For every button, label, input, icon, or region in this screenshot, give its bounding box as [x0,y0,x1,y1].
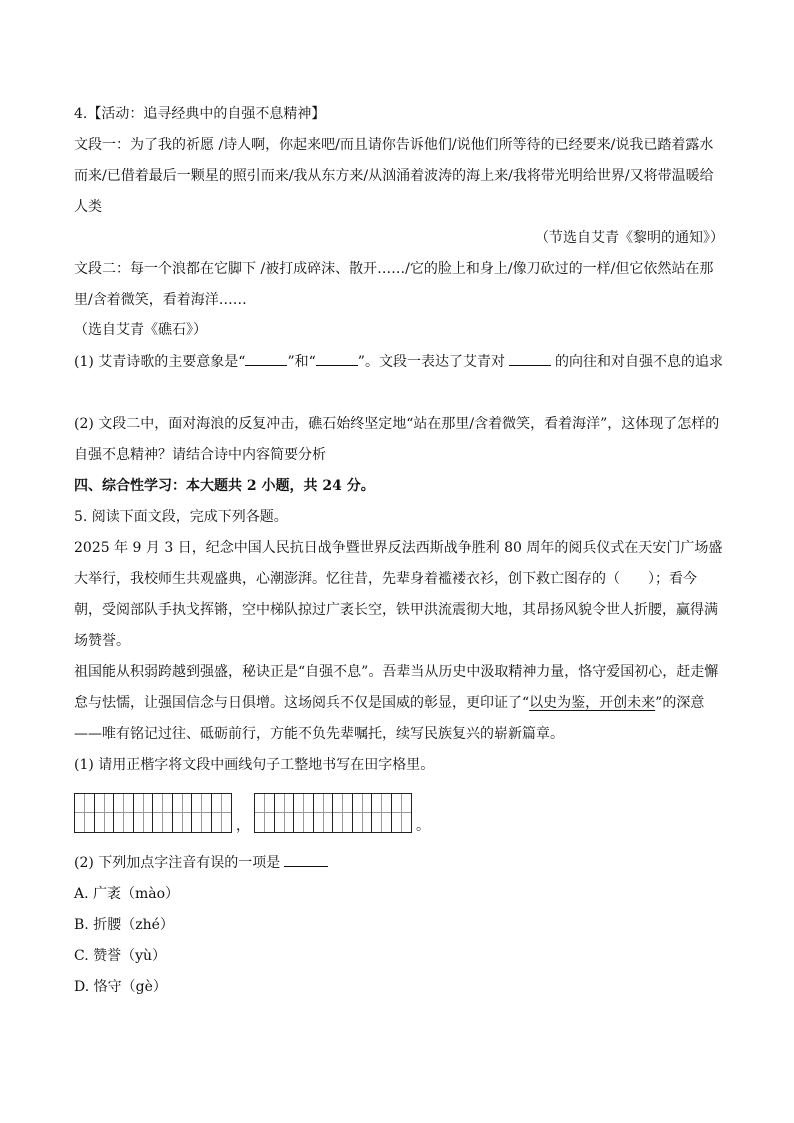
q4-sub1-text-b: ”和“ [287,354,316,370]
answer-blank-4[interactable] [284,849,328,867]
grid-cell[interactable] [75,794,95,832]
grid-cell[interactable] [212,794,232,832]
underlined-sentence: 以史为鉴，开创未来 [529,695,656,711]
q4-passage-1: 文段一：为了我的祈愿 /诗人啊，你起来吧/而且请你告诉他们/说他们所等待的已经要来/说我已踏着露水而来/已借着最后一颗星的照引而来/我从东方来/从汹涌着波涛的海上来/我将带光明给世界/又将带温暖给人类 [74,137,714,215]
q5-para2-text-b: ”的深意——唯有铭记过往、砥砺前行，方能不负先辈嘱托，续写民族复兴的崭新篇章。 [74,695,705,742]
q5-sub2-text: (2) 下列加点字注音有误的一项是 [74,855,281,871]
section-4-heading: 四、综合性学习：本大题共 2 小题，共 24 分。 [74,478,375,494]
tianzige-grid-1[interactable] [74,793,232,833]
q5-title: 5. 阅读下面文段，完成下列各题。 [74,509,288,525]
option-d[interactable]: D. 恪守（gè） [74,979,167,995]
q4-source-1: （节选自艾青《黎明的通知》） [535,230,724,246]
answer-blank-3[interactable] [509,348,551,366]
grid-cell[interactable] [173,794,193,832]
tianzige-grid-2[interactable] [254,793,412,833]
grid-cell[interactable] [294,794,314,832]
q4-sub1-text-c: ”。文段一表达了艾青对 [357,354,505,370]
grid-cell[interactable] [153,794,173,832]
q5-paragraph-2 [74,657,724,750]
q4-passage-2: 文段二：每一个浪都在它脚下 /被打成碎沫、散开……/它的脸上和身上/像刀砍过的一样/但它依然站在那里/含着微笑，看着海洋…… [74,261,714,308]
q4-source-2: （选自艾青《礁石》） [74,322,207,338]
grid-cell[interactable] [255,794,275,832]
grid-cell[interactable] [392,794,412,832]
tianzige-answer-area [74,793,434,833]
answer-blank-1[interactable] [245,348,287,366]
grid-cell[interactable] [134,794,154,832]
q5-paragraph-1: 2025 年 9 月 3 日，纪念中国人民抗日战争暨世界反法西斯战争胜利 80 周年的阅兵仪式在天安门广场盛大举行，我校师生共观盛典，心潮澎湃。忆往昔，先辈身着褴褛衣衫，创下救亡图存的（ ）；看今朝，受阅部队手执戈挥锵，空中梯队掠过广袤长空，铁甲洪流震彻大地，其昂扬风貌令世人折腰，赢得满场赞誉。 [74,540,723,649]
q4-sub-question-2: (2) 文段二中，面对海浪的反复冲击，礁石始终坚定地“站在那里/含着微笑，看着海洋”，这体现了怎样的自强不息精神？请结合诗中内容简要分析 [74,416,720,463]
grid-cell[interactable] [333,794,353,832]
grid-cell[interactable] [114,794,134,832]
grid-cell[interactable] [275,794,295,832]
grid-cell[interactable] [95,794,115,832]
grid-cell[interactable] [353,794,373,832]
q5-para2-text-a: 祖国能从积弱跨越到强盛，秘诀正是“自强不息”。吾辈当从历史中汲取精神力量，恪守爱国初心，赶走懈怠与怯懦，让强国信念与日俱增。这场阅兵不仅是国威的彰显，更印证了“ [74,664,719,711]
q5-sub-question-1: (1) 请用正楷字将文段中画线句子工整地书写在田字格里。 [74,757,435,773]
option-b[interactable]: B. 折腰（zhé） [74,917,174,933]
option-a[interactable]: A. 广袤（mào） [74,886,180,902]
q5-sub-question-2 [74,848,724,879]
grid-comma: ， [236,818,250,834]
answer-blank-2[interactable] [316,348,358,366]
grid-cell[interactable] [372,794,392,832]
q4-sub1-text-d: 的向往和对自强不息的追求 [554,354,723,370]
q4-sub-question-1 [74,347,724,378]
option-c[interactable]: C. 赞誉（yù） [74,948,167,964]
q4-sub1-text-a: (1) 艾青诗歌的主要意象是“ [74,354,246,370]
grid-period: 。 [416,818,430,834]
grid-cell[interactable] [192,794,212,832]
q4-title: 4.【活动：追寻经典中的自强不息精神】 [74,106,326,122]
grid-cell[interactable] [314,794,334,832]
